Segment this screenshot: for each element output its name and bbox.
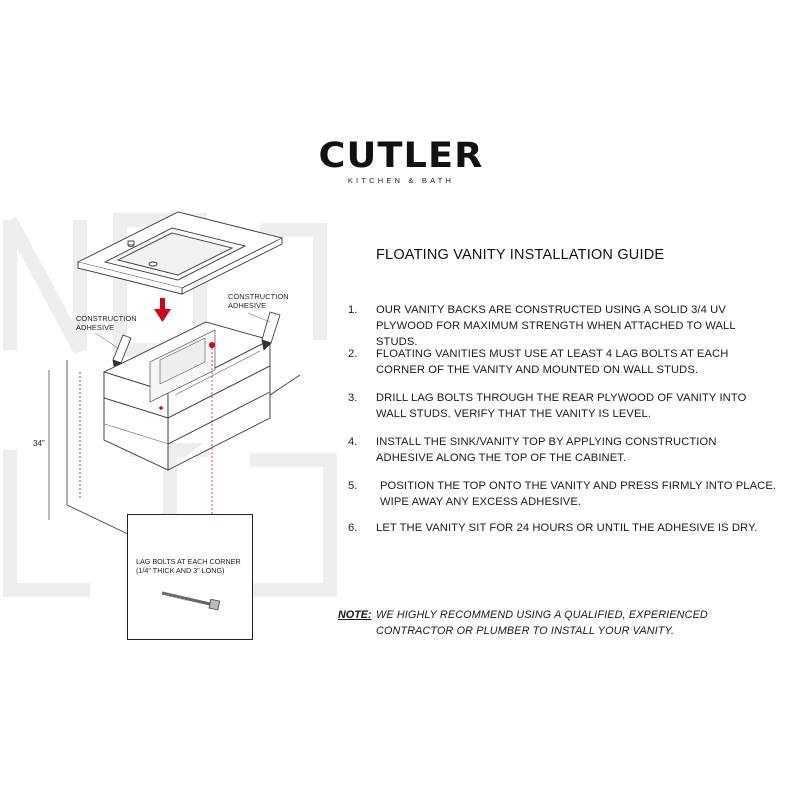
brand-tagline: KITCHEN & BATH bbox=[347, 176, 455, 185]
step-text: DRILL LAG BOLTS THROUGH THE REAR PLYWOOD OF VANITY INTO WALL STUDS. VERIFY THAT THE VANITY IS LEVEL. bbox=[376, 392, 747, 420]
lag-bolt-detail-box bbox=[127, 514, 253, 640]
wall-top-line bbox=[270, 375, 300, 395]
callout-leader-left bbox=[95, 333, 118, 348]
lag-bolt-caption-line1: LAG BOLTS AT EACH CORNER bbox=[136, 557, 241, 566]
sink-top bbox=[78, 212, 282, 294]
step-text: OUR VANITY BACKS ARE CONSTRUCTED USING A SOLID 3/4 UV PLYWOOD FOR MAXIMUM STRENGTH WHEN ATTACHED TO WALL STUDS. bbox=[376, 304, 736, 348]
step-number: 1. bbox=[348, 304, 358, 316]
note-text: WE HIGHLY RECOMMEND USING A QUALIFIED, EXPERIENCED CONTRACTOR OR PLUMBER TO INSTALL YOUR VANITY. bbox=[376, 609, 708, 637]
wall-floor-line bbox=[67, 505, 130, 535]
lag-bolt-caption-line2: (1/4" THICK AND 3" LONG) bbox=[136, 566, 225, 575]
step-text: INSTALL THE SINK/VANITY TOP BY APPLYING CONSTRUCTION ADHESIVE ALONG THE TOP OF THE CABINET. bbox=[376, 436, 717, 464]
step-text: POSITION THE TOP ONTO THE VANITY AND PRESS FIRMLY INTO PLACE. WIPE AWAY ANY EXCESS ADHESIVE. bbox=[380, 480, 777, 508]
step-number: 3. bbox=[348, 392, 358, 404]
callout-construction-adhesive-right: CONSTRUCTION ADHESIVE bbox=[228, 292, 289, 310]
down-arrow-icon bbox=[154, 298, 171, 322]
guide-title: FLOATING VANITY INSTALLATION GUIDE bbox=[376, 247, 665, 263]
brand-logo bbox=[318, 138, 484, 185]
note-label: NOTE: bbox=[338, 609, 372, 621]
step-text: LET THE VANITY SIT FOR 24 HOURS OR UNTIL THE ADHESIVE IS DRY. bbox=[376, 522, 758, 534]
lag-bolt-caption bbox=[136, 557, 254, 575]
step-number: 6. bbox=[348, 522, 358, 534]
adhesive-tube-right bbox=[262, 312, 280, 350]
height-dimension-label: 34" bbox=[33, 439, 45, 448]
callout-leader-right bbox=[248, 313, 270, 322]
step-number: 4. bbox=[348, 436, 358, 448]
lag-bolt-icon bbox=[158, 583, 228, 613]
step-number: 2. bbox=[348, 348, 358, 360]
step-number: 5. bbox=[348, 480, 358, 492]
step-text: FLOATING VANITIES MUST USE AT LEAST 4 LAG BOLTS AT EACH CORNER OF THE VANITY AND MOUNTED ON WALL STUDS. bbox=[376, 348, 729, 376]
callout-construction-adhesive-left: CONSTRUCTION ADHESIVE bbox=[76, 314, 137, 332]
brand-wordmark: CUTLER bbox=[318, 136, 484, 176]
